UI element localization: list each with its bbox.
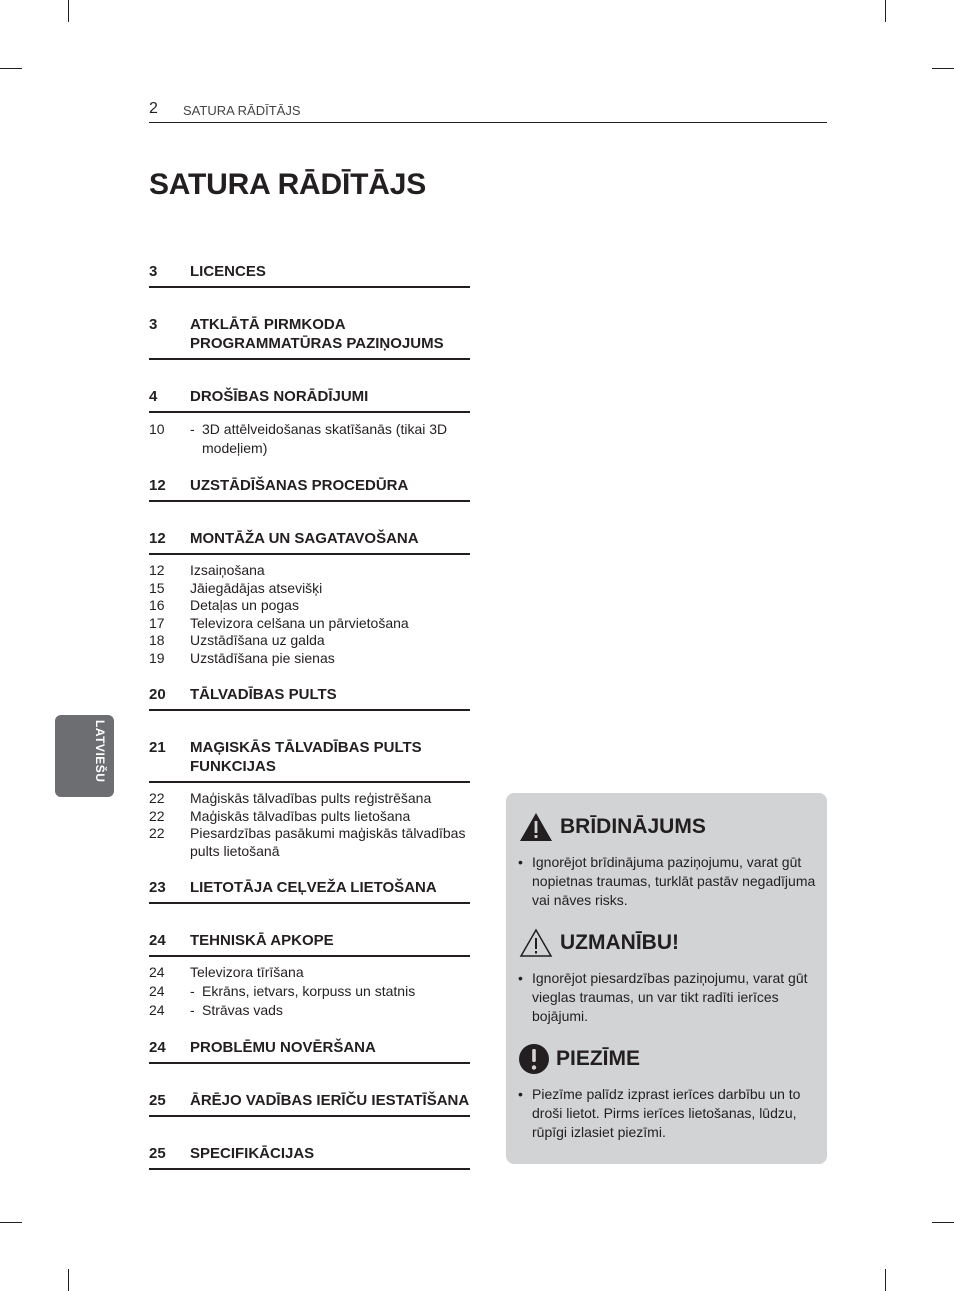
toc-subentry-title: Uzstādīšana pie sienas (190, 649, 335, 666)
toc-heading-page: 21 (149, 739, 166, 756)
caution-triangle-outline-icon (518, 927, 554, 959)
toc-heading-page: 12 (149, 530, 166, 547)
crop-mark (0, 1222, 22, 1223)
toc-subentry-title: Izsaiņošana (190, 562, 265, 578)
toc-heading[interactable] (149, 529, 470, 555)
toc-heading[interactable] (149, 315, 470, 360)
toc-section (149, 1038, 470, 1064)
dash-marker: - (190, 982, 195, 999)
toc-heading-title: LICENCES (190, 263, 266, 280)
page-number: 2 (149, 100, 158, 117)
toc-heading-page: 3 (149, 263, 158, 280)
toc-heading[interactable] (149, 878, 470, 904)
dash-marker: - (190, 1001, 195, 1018)
toc-subentry-title: Jāiegādājas atsevišķi (190, 579, 323, 596)
toc-section (149, 315, 470, 360)
toc-heading-title: SPECIFIKĀCIJAS (190, 1144, 315, 1162)
toc-heading-title: DROŠĪBAS NORĀDĪJUMI (190, 388, 369, 405)
crop-mark (932, 1222, 954, 1223)
toc-heading-page: 25 (149, 1091, 166, 1109)
toc-heading[interactable] (149, 1038, 470, 1064)
toc-subentry-page: 10 (149, 421, 165, 437)
note-text: Piezīme palīdz izprast ierīces darbību un to droši lietot. Pirms ierīces lietošanas, lūdzu, rūpīgi izlasiet piezīmi. (532, 1086, 801, 1140)
toc-subentry-page: 24 (149, 982, 165, 999)
crop-mark (885, 0, 886, 22)
toc-subentry-page: 24 (149, 1001, 165, 1018)
toc-subentry[interactable] (149, 964, 470, 982)
toc-section (149, 529, 470, 667)
bullet: • (518, 970, 523, 986)
toc-section (149, 878, 470, 904)
page-title: SATURA RĀDĪTĀJS (149, 168, 427, 201)
language-tab-label: LATVIEŠU (93, 720, 107, 783)
toc-subentry[interactable] (149, 825, 470, 860)
toc-subentry[interactable] (149, 790, 470, 808)
toc-subentry-title: 3D attēlveidošanas skatīšanās (tikai 3D modeļiem) (202, 421, 448, 456)
toc-subentry[interactable] (149, 597, 470, 615)
note-exclamation-circle-icon (518, 1043, 550, 1075)
toc-subentry-page: 12 (149, 562, 165, 578)
toc-subentry-page: 19 (149, 649, 165, 666)
caution-text: Ignorējot piesardzības paziņojumu, varat gūt vieglas traumas, un var tikt radīti ierīces bojājumi. (532, 970, 808, 1024)
toc-heading-title: LIETOTĀJA CEĻVEŽA LIETOŠANA (190, 879, 437, 896)
crop-mark (885, 1269, 886, 1291)
toc-subentry-title: Televizora celšana un pārvietošana (190, 614, 409, 631)
crop-mark (68, 1269, 69, 1291)
bullet: • (518, 854, 523, 870)
toc-heading-title: MONTĀŽA UN SAGATAVOŠANA (190, 530, 419, 547)
toc-subentry-title: Uzstādīšana uz galda (190, 632, 325, 648)
toc-subentry-page: 24 (149, 964, 165, 980)
toc-subentry-page: 22 (149, 790, 165, 806)
toc-section (149, 1144, 470, 1170)
notice-box (506, 793, 827, 1164)
note-notice (518, 1041, 818, 1142)
caution-notice (518, 925, 818, 1026)
toc-section (149, 476, 470, 502)
toc-section (149, 931, 470, 1020)
note-title: PIEZĪME (556, 1047, 641, 1070)
toc-heading-title: TĀLVADĪBAS PULTS (190, 686, 337, 703)
toc-heading-page: 4 (149, 388, 158, 405)
toc-heading[interactable] (149, 738, 470, 783)
toc-heading[interactable] (149, 931, 470, 957)
toc-subentry[interactable] (149, 420, 470, 458)
toc-heading-page: 25 (149, 1144, 166, 1162)
toc-subentry-title: Piesardzības pasākumi maģiskās tālvadības pults lietošanā (190, 825, 466, 859)
toc-heading[interactable] (149, 387, 470, 413)
warning-notice (518, 809, 818, 910)
toc-heading-page: 12 (149, 477, 166, 494)
toc-heading-title: TEHNISKĀ APKOPE (190, 932, 334, 949)
toc-subentry-page: 22 (149, 807, 165, 824)
toc-heading-title: MAĢISKĀS TĀLVADĪBAS PULTS FUNKCIJAS (190, 739, 422, 775)
toc-subentry-title: Maģiskās tālvadības pults lietošana (190, 807, 411, 824)
toc-subentry[interactable] (149, 982, 470, 1001)
toc-subentry[interactable] (149, 808, 470, 826)
crop-mark (932, 68, 954, 69)
warning-triangle-filled-icon (518, 811, 554, 843)
toc-section (149, 387, 470, 458)
toc-section (149, 738, 470, 860)
toc-subentry[interactable] (149, 580, 470, 598)
toc-heading-title: UZSTĀDĪŠANAS PROCEDŪRA (190, 477, 409, 494)
toc-heading-page: 24 (149, 932, 166, 949)
page-header (149, 100, 827, 123)
toc-heading-title: ATKLĀTĀ PIRMKODA PROGRAMMATŪRAS PAZIŅOJUMS (190, 316, 444, 352)
toc-subentry-page: 18 (149, 632, 165, 648)
toc-subentry-title: Maģiskās tālvadības pults reģistrēšana (190, 790, 432, 806)
toc-subentry-page: 15 (149, 579, 165, 596)
toc-subentry-page: 17 (149, 614, 165, 631)
toc-subentry[interactable] (149, 650, 470, 668)
toc-heading-title: PROBLĒMU NOVĒRŠANA (190, 1038, 376, 1056)
toc-subentry-title: Ekrāns, ietvars, korpuss un statnis (202, 982, 416, 999)
toc-heading-page: 24 (149, 1038, 166, 1056)
toc-subentry[interactable] (149, 615, 470, 633)
toc-subentry-title: Televizora tīrīšana (190, 964, 304, 980)
toc-heading-page: 23 (149, 879, 166, 896)
toc-heading-page: 20 (149, 686, 166, 703)
running-title: SATURA RĀDĪTĀJS (183, 103, 301, 118)
toc-subentry[interactable] (149, 1001, 470, 1020)
toc-subentry-title: Strāvas vads (202, 1001, 283, 1018)
crop-mark (68, 0, 69, 22)
toc-subentry-page: 16 (149, 597, 165, 613)
toc-heading[interactable] (149, 1091, 470, 1117)
crop-mark (0, 68, 22, 69)
toc-heading[interactable] (149, 1144, 470, 1170)
toc-heading[interactable] (149, 262, 470, 288)
bullet: • (518, 1086, 523, 1102)
toc-subentry[interactable] (149, 632, 470, 650)
caution-title: UZMANĪBU! (560, 931, 679, 954)
table-of-contents (149, 262, 470, 1170)
toc-section (149, 1091, 470, 1117)
warning-text: Ignorējot brīdinājuma paziņojumu, varat gūt nopietnas traumas, turklāt pastāv negadījuma vai nāves risks. (532, 854, 816, 908)
toc-heading-title: ĀRĒJO VADĪBAS IERĪČU IESTATĪŠANA (190, 1091, 470, 1109)
dash-marker: - (190, 421, 195, 437)
toc-heading[interactable] (149, 476, 470, 502)
toc-subentry[interactable] (149, 562, 470, 580)
toc-section (149, 685, 470, 711)
toc-section (149, 262, 470, 288)
toc-heading[interactable] (149, 685, 470, 711)
warning-title: BRĪDINĀJUMS (560, 815, 706, 838)
toc-subentry-page: 22 (149, 825, 165, 841)
toc-subentry-title: Detaļas un pogas (190, 597, 299, 613)
toc-heading-page: 3 (149, 316, 158, 333)
